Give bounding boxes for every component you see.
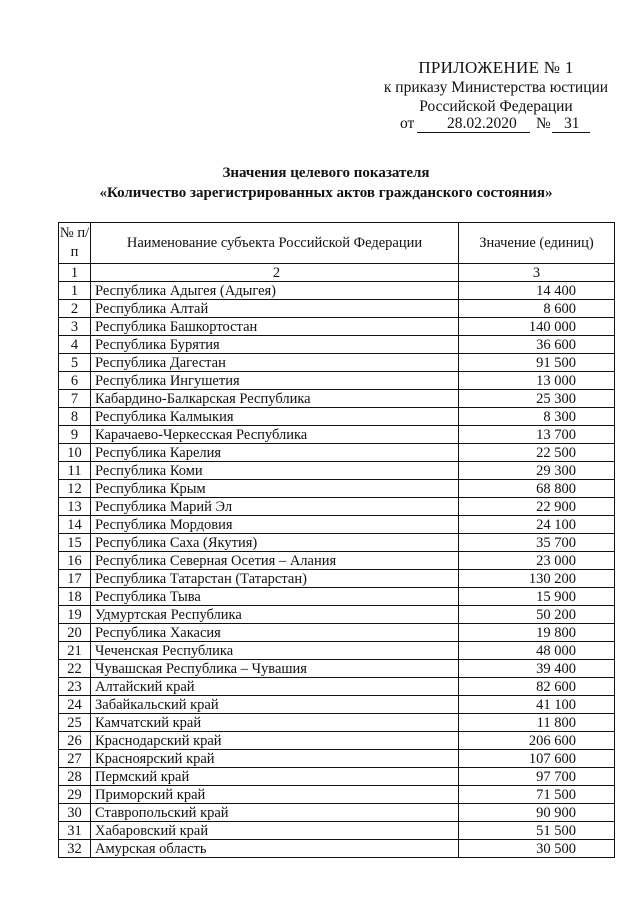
indicator-table — [58, 222, 615, 858]
table-row — [59, 300, 615, 318]
region-name: Республика Калмыкия — [91, 408, 459, 426]
region-value: 19 800 — [459, 624, 615, 642]
region-name: Карачаево-Черкесская Республика — [91, 426, 459, 444]
region-name: Чеченская Республика — [91, 642, 459, 660]
region-name: Республика Мордовия — [91, 516, 459, 534]
row-number: 11 — [59, 462, 91, 480]
row-number: 21 — [59, 642, 91, 660]
appendix-block — [376, 58, 616, 117]
appendix-line-1: к приказу Министерства юстиции — [383, 78, 609, 96]
number-prefix: № — [536, 115, 551, 132]
header-value: Значение (единиц) — [459, 223, 615, 264]
row-number: 18 — [59, 588, 91, 606]
region-value: 206 600 — [459, 732, 615, 750]
appendix-title: ПРИЛОЖЕНИЕ № 1 — [418, 58, 574, 77]
region-value: 140 000 — [459, 318, 615, 336]
region-value: 22 900 — [459, 498, 615, 516]
row-number: 30 — [59, 804, 91, 822]
table-row — [59, 516, 615, 534]
region-name: Республика Северная Осетия – Алания — [91, 552, 459, 570]
region-name: Забайкальский край — [91, 696, 459, 714]
region-name: Республика Башкортостан — [91, 318, 459, 336]
region-value: 48 000 — [459, 642, 615, 660]
header-num: № п/п — [59, 223, 91, 264]
region-value: 82 600 — [459, 678, 615, 696]
order-date-number-line — [400, 113, 620, 135]
region-value: 29 300 — [459, 462, 615, 480]
order-number: 31 — [564, 115, 580, 132]
table-row — [59, 570, 615, 588]
table-row — [59, 678, 615, 696]
row-number: 8 — [59, 408, 91, 426]
region-value: 13 700 — [459, 426, 615, 444]
region-value: 11 800 — [459, 714, 615, 732]
table-row — [59, 336, 615, 354]
region-value: 97 700 — [459, 768, 615, 786]
row-number: 26 — [59, 732, 91, 750]
region-name: Республика Карелия — [91, 444, 459, 462]
region-value: 130 200 — [459, 570, 615, 588]
region-value: 25 300 — [459, 390, 615, 408]
index-cell: 1 — [59, 264, 91, 282]
row-number: 1 — [59, 282, 91, 300]
row-number: 4 — [59, 336, 91, 354]
row-number: 25 — [59, 714, 91, 732]
region-name: Республика Хакасия — [91, 624, 459, 642]
region-value: 15 900 — [459, 588, 615, 606]
row-number: 14 — [59, 516, 91, 534]
table-row — [59, 660, 615, 678]
table-row — [59, 444, 615, 462]
table-header-row — [59, 223, 615, 264]
table-row — [59, 372, 615, 390]
row-number: 15 — [59, 534, 91, 552]
table-row — [59, 282, 615, 300]
table-row — [59, 822, 615, 840]
row-number: 6 — [59, 372, 91, 390]
row-number: 22 — [59, 660, 91, 678]
order-date: 28.02.2020 — [447, 115, 517, 132]
row-number: 29 — [59, 786, 91, 804]
table-row — [59, 642, 615, 660]
row-number: 9 — [59, 426, 91, 444]
region-value: 23 000 — [459, 552, 615, 570]
row-number: 10 — [59, 444, 91, 462]
table-row — [59, 768, 615, 786]
region-value: 68 800 — [459, 480, 615, 498]
region-name: Республика Алтай — [91, 300, 459, 318]
region-name: Красноярский край — [91, 750, 459, 768]
row-number: 20 — [59, 624, 91, 642]
table-row — [59, 696, 615, 714]
region-value: 14 400 — [459, 282, 615, 300]
region-name: Кабардино-Балкарская Республика — [91, 390, 459, 408]
region-name: Республика Татарстан (Татарстан) — [91, 570, 459, 588]
region-value: 24 100 — [459, 516, 615, 534]
region-name: Камчатский край — [91, 714, 459, 732]
row-number: 5 — [59, 354, 91, 372]
row-number: 28 — [59, 768, 91, 786]
region-name: Республика Коми — [91, 462, 459, 480]
region-name: Республика Марий Эл — [91, 498, 459, 516]
heading-line-1: Значения целевого показателя — [222, 165, 430, 181]
region-name: Республика Ингушетия — [91, 372, 459, 390]
row-number: 27 — [59, 750, 91, 768]
row-number: 19 — [59, 606, 91, 624]
region-name: Краснодарский край — [91, 732, 459, 750]
region-name: Приморский край — [91, 786, 459, 804]
region-value: 13 000 — [459, 372, 615, 390]
table-row — [59, 462, 615, 480]
region-name: Республика Крым — [91, 480, 459, 498]
table-row — [59, 588, 615, 606]
row-number: 32 — [59, 840, 91, 858]
table-row — [59, 480, 615, 498]
column-index-row — [59, 264, 615, 282]
region-value: 71 500 — [459, 786, 615, 804]
table-row — [59, 408, 615, 426]
heading-line-2: «Количество зарегистрированных актов гражданского состояния» — [99, 185, 553, 201]
table-row — [59, 732, 615, 750]
region-value: 90 900 — [459, 804, 615, 822]
index-cell: 3 — [459, 264, 615, 282]
document-heading — [60, 163, 592, 203]
row-number: 13 — [59, 498, 91, 516]
region-value: 30 500 — [459, 840, 615, 858]
region-value: 35 700 — [459, 534, 615, 552]
table-row — [59, 498, 615, 516]
table-row — [59, 552, 615, 570]
region-value: 36 600 — [459, 336, 615, 354]
row-number: 3 — [59, 318, 91, 336]
region-name: Республика Бурятия — [91, 336, 459, 354]
header-name: Наименование субъекта Российской Федерации — [91, 223, 459, 264]
date-prefix: от — [400, 115, 415, 132]
table-row — [59, 354, 615, 372]
table-row — [59, 750, 615, 768]
region-value: 8 600 — [459, 300, 615, 318]
appendix-line-2: Российской Федерации — [419, 98, 573, 115]
region-value: 91 500 — [459, 354, 615, 372]
table-row — [59, 606, 615, 624]
region-name: Пермский край — [91, 768, 459, 786]
row-number: 24 — [59, 696, 91, 714]
table-row — [59, 426, 615, 444]
table-row — [59, 840, 615, 858]
region-name: Республика Дагестан — [91, 354, 459, 372]
table-row — [59, 624, 615, 642]
region-value: 39 400 — [459, 660, 615, 678]
region-value: 8 300 — [459, 408, 615, 426]
row-number: 23 — [59, 678, 91, 696]
index-cell: 2 — [91, 264, 459, 282]
region-name: Республика Тыва — [91, 588, 459, 606]
table-row — [59, 390, 615, 408]
region-name: Республика Адыгея (Адыгея) — [91, 282, 459, 300]
region-name: Амурская область — [91, 840, 459, 858]
table-row — [59, 318, 615, 336]
table-row — [59, 714, 615, 732]
row-number: 17 — [59, 570, 91, 588]
region-value: 51 500 — [459, 822, 615, 840]
region-name: Хабаровский край — [91, 822, 459, 840]
row-number: 31 — [59, 822, 91, 840]
table-row — [59, 804, 615, 822]
row-number: 12 — [59, 480, 91, 498]
region-value: 22 500 — [459, 444, 615, 462]
region-name: Удмуртская Республика — [91, 606, 459, 624]
table-row — [59, 534, 615, 552]
row-number: 16 — [59, 552, 91, 570]
region-name: Республика Саха (Якутия) — [91, 534, 459, 552]
row-number: 7 — [59, 390, 91, 408]
row-number: 2 — [59, 300, 91, 318]
region-value: 50 200 — [459, 606, 615, 624]
region-value: 41 100 — [459, 696, 615, 714]
region-value: 107 600 — [459, 750, 615, 768]
table-row — [59, 786, 615, 804]
region-name: Ставропольский край — [91, 804, 459, 822]
region-name: Чувашская Республика – Чувашия — [91, 660, 459, 678]
region-name: Алтайский край — [91, 678, 459, 696]
